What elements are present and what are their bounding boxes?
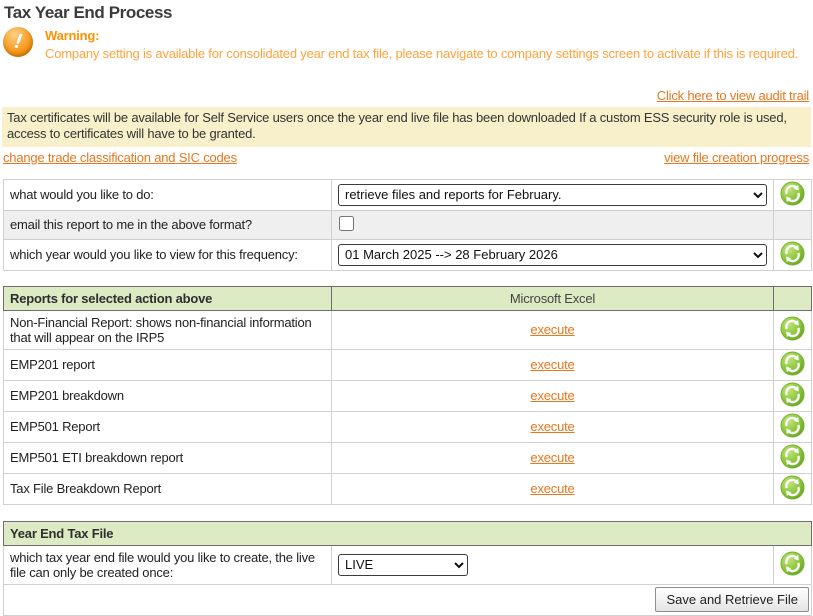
report-name: EMP201 breakdown xyxy=(4,380,332,411)
report-name: EMP501 Report xyxy=(4,411,332,442)
row-label: email this report to me in the above format? xyxy=(4,210,332,239)
save-and-retrieve-button[interactable]: Save and Retrieve File xyxy=(655,587,809,612)
refresh-go-button[interactable] xyxy=(780,444,805,469)
refresh-go-icon xyxy=(780,413,805,438)
tax-year-select[interactable] xyxy=(338,244,767,266)
execute-link[interactable]: execute xyxy=(530,388,575,403)
refresh-go-icon xyxy=(780,316,805,341)
trade-classification-link[interactable]: change trade classification and SIC codes xyxy=(3,149,237,165)
refresh-go-icon xyxy=(780,475,805,500)
audit-trail-row xyxy=(2,88,809,103)
row-label: what would you like to do: xyxy=(4,179,332,210)
audit-trail-link[interactable]: Click here to view audit trail xyxy=(656,88,809,103)
execute-link[interactable]: execute xyxy=(530,357,575,372)
refresh-go-icon xyxy=(780,444,805,469)
table-row xyxy=(4,210,812,239)
table-row xyxy=(4,545,812,584)
refresh-go-button[interactable] xyxy=(780,316,805,341)
refresh-go-icon xyxy=(780,181,805,206)
execute-link[interactable]: execute xyxy=(530,450,575,465)
refresh-go-icon xyxy=(780,241,805,266)
table-row xyxy=(4,349,812,380)
warning-banner xyxy=(3,26,811,61)
tax-certificates-notice: Tax certificates will be available for Self Service users once the year end live file has been downloaded If a custom ESS security role is used, access to certificates will have to be granted. xyxy=(2,107,811,147)
reports-header-row xyxy=(4,286,812,310)
execute-link[interactable]: execute xyxy=(530,322,575,337)
execute-link[interactable]: execute xyxy=(530,419,575,434)
row-label: which tax year end file would you like to create, the live file can only be created once: xyxy=(4,545,332,584)
execute-link[interactable]: execute xyxy=(530,481,575,496)
action-form-table xyxy=(3,179,812,271)
table-row xyxy=(4,380,812,411)
year-end-header: Year End Tax File xyxy=(4,521,812,545)
report-name: EMP501 ETI breakdown report xyxy=(4,442,332,473)
year-end-header-row xyxy=(4,521,812,545)
table-row xyxy=(4,239,812,270)
table-row xyxy=(4,411,812,442)
refresh-go-button[interactable] xyxy=(780,551,805,576)
refresh-go-button[interactable] xyxy=(780,351,805,376)
refresh-go-icon xyxy=(780,382,805,407)
table-row xyxy=(4,473,812,504)
table-row xyxy=(4,179,812,210)
row-label: which year would you like to view for this frequency: xyxy=(4,239,332,270)
email-report-checkbox[interactable] xyxy=(339,216,354,231)
year-end-table xyxy=(3,521,812,616)
live-file-select[interactable] xyxy=(338,554,468,576)
reports-header-column: Microsoft Excel xyxy=(332,286,774,310)
refresh-go-button[interactable] xyxy=(780,413,805,438)
save-row xyxy=(4,584,812,615)
table-row xyxy=(4,442,812,473)
refresh-go-icon xyxy=(780,351,805,376)
report-name: EMP201 report xyxy=(4,349,332,380)
warning-label: Warning: xyxy=(45,28,100,43)
refresh-go-button[interactable] xyxy=(780,475,805,500)
reports-table xyxy=(3,286,812,505)
page-title: Tax Year End Process xyxy=(4,3,173,22)
report-name: Tax File Breakdown Report xyxy=(4,473,332,504)
reports-header-title: Reports for selected action above xyxy=(4,286,332,310)
action-select[interactable] xyxy=(338,184,767,206)
refresh-go-button[interactable] xyxy=(780,241,805,266)
file-creation-progress-link[interactable]: view file creation progress xyxy=(664,149,809,165)
refresh-go-button[interactable] xyxy=(780,382,805,407)
warning-icon: ! xyxy=(1,25,36,60)
table-row xyxy=(4,310,812,349)
reports-header-spacer xyxy=(774,286,812,310)
refresh-go-button[interactable] xyxy=(780,181,805,206)
refresh-go-icon xyxy=(780,551,805,576)
report-name: Non-Financial Report: shows non-financial information that will appear on the IRP5 xyxy=(4,310,332,349)
warning-message: Company setting is available for consolidated year end tax file, please navigate to company settings screen to activate if this is required. xyxy=(45,46,799,61)
